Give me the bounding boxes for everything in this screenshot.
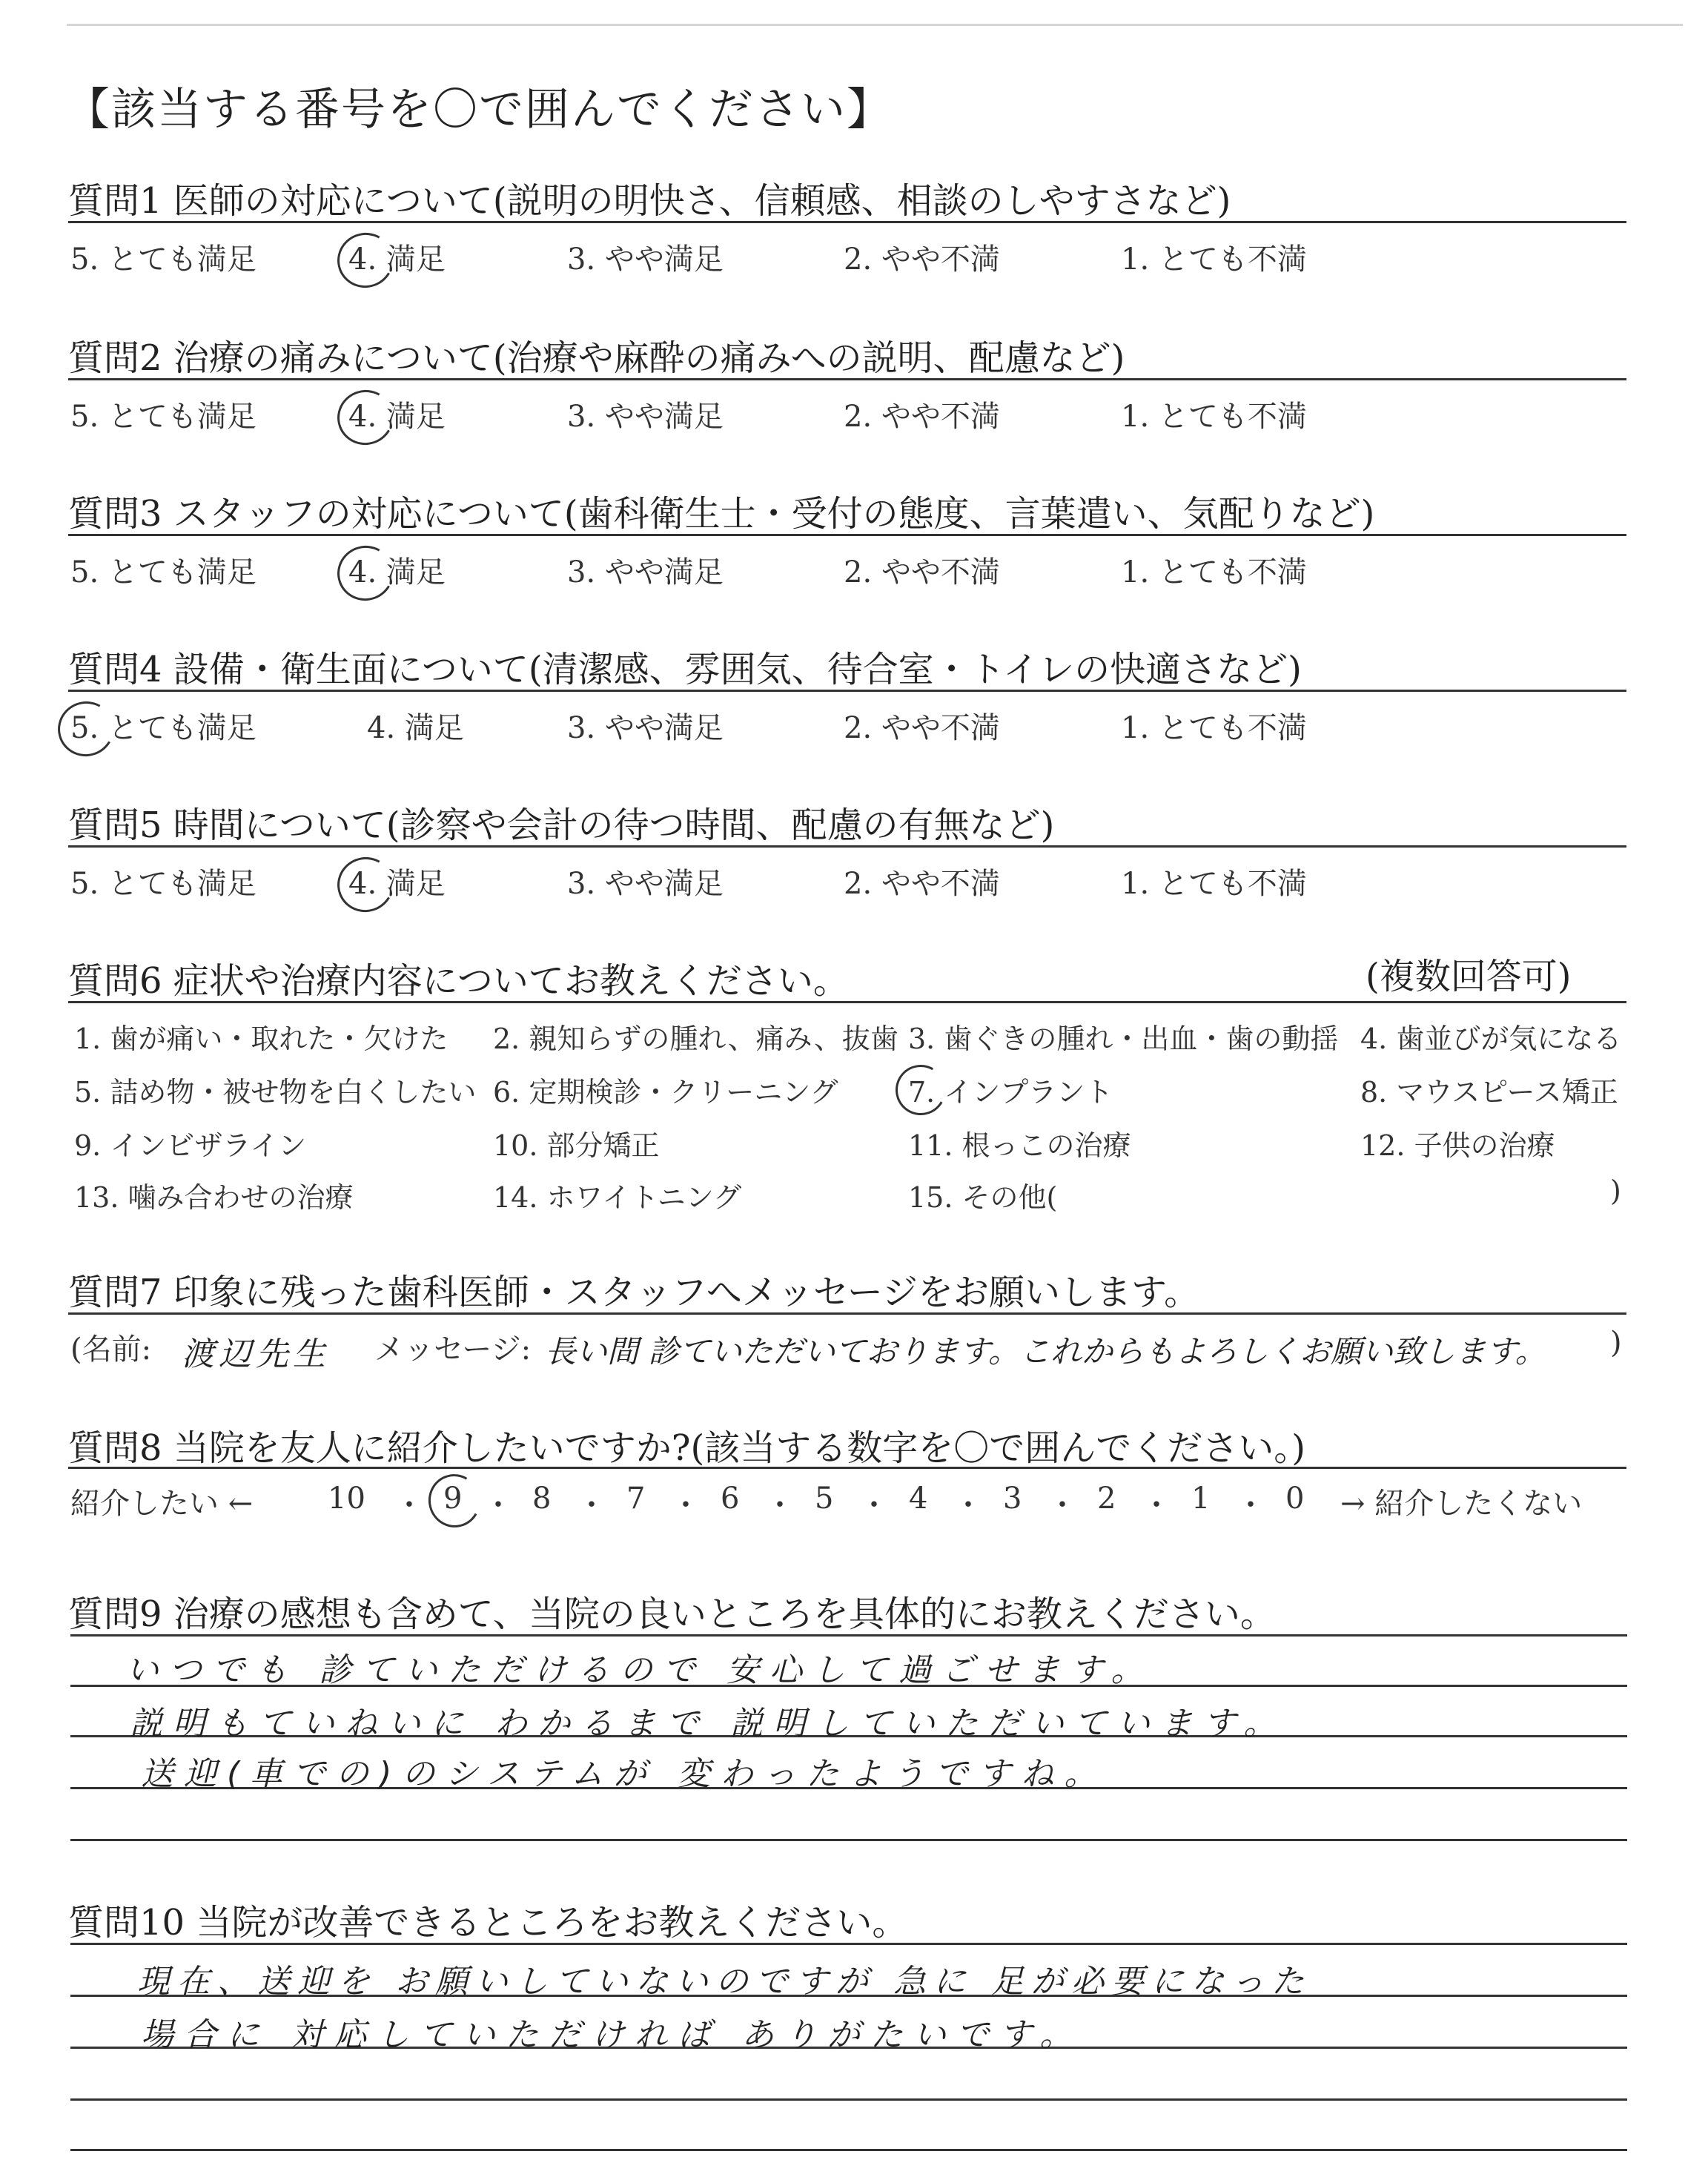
q7-rule xyxy=(68,1312,1626,1315)
q7-name-value[interactable]: 渡辺先生 xyxy=(182,1335,330,1373)
q10-line-5 xyxy=(70,2149,1627,2151)
q8-label: 質問8 当院を友人に紹介したいですか?(該当する数字を〇で囲んでください。) xyxy=(68,1427,1305,1469)
q8-scale-dot: ・ xyxy=(765,1488,795,1522)
q6-item-15[interactable]: 15. その他( xyxy=(908,1181,1058,1214)
q1-option-5[interactable]: 5. とても満足 xyxy=(70,242,256,277)
q8-scale-dot: ・ xyxy=(1047,1488,1077,1522)
q8-scale-dot: ・ xyxy=(859,1488,889,1522)
q2-option-2[interactable]: 2. やや不満 xyxy=(844,400,1000,434)
q8-scale-9[interactable]: 9 xyxy=(443,1482,463,1516)
q10-answer-line[interactable]: 現在、送迎を お願いしていないのですが 急に 足が必要になった xyxy=(137,1963,1311,2001)
q6-item-6[interactable]: 6. 定期検診・クリーニング xyxy=(493,1076,838,1109)
q2-option-4[interactable]: 4. 満足 xyxy=(348,400,446,434)
q6-item-5[interactable]: 5. 詰め物・被せ物を白くしたい xyxy=(74,1076,477,1109)
q4-label: 質問4 設備・衛生面について(清潔感、雰囲気、待合室・トイレの快適さなど) xyxy=(68,649,1302,690)
q6-item-8[interactable]: 8. マウスピース矯正 xyxy=(1360,1076,1618,1109)
q8-scale-dot: ・ xyxy=(394,1488,424,1522)
q1-label: 質問1 医師の対応について(説明の明快さ、信頼感、相談のしやすさなど) xyxy=(68,180,1231,222)
q4-option-3[interactable]: 3. やや満足 xyxy=(567,711,724,745)
q8-left-label: 紹介したい ← xyxy=(70,1487,254,1521)
q6-item-1[interactable]: 1. 歯が痛い・取れた・欠けた xyxy=(74,1023,448,1055)
q6-item-13[interactable]: 13. 噛み合わせの治療 xyxy=(74,1181,354,1214)
q2-label: 質問2 治療の痛みについて(治療や麻酔の痛みへの説明、配慮など) xyxy=(68,337,1125,379)
q4-rule xyxy=(68,690,1626,692)
q5-option-5[interactable]: 5. とても満足 xyxy=(70,867,256,901)
q1-option-4[interactable]: 4. 満足 xyxy=(348,242,446,277)
q9-line-1 xyxy=(70,1634,1627,1636)
q5-label: 質問5 時間について(診察や会計の待つ時間、配慮の有無など) xyxy=(68,805,1055,846)
q6-item-7[interactable]: 7. インプラント xyxy=(908,1076,1113,1109)
q3-label: 質問3 スタッフの対応について(歯科衛生士・受付の態度、言葉遣い、気配りなど) xyxy=(68,493,1375,535)
q3-option-3[interactable]: 3. やや満足 xyxy=(567,555,724,589)
q8-scale-3[interactable]: 3 xyxy=(1003,1482,1022,1516)
q8-scale-10[interactable]: 10 xyxy=(328,1482,365,1516)
q8-scale-2[interactable]: 2 xyxy=(1097,1482,1116,1516)
q6-item-2[interactable]: 2. 親知らずの腫れ、痛み、抜歯 xyxy=(493,1023,898,1055)
q7-name-label: (名前: xyxy=(70,1332,152,1367)
q10-line-4 xyxy=(70,2098,1627,2101)
q9-answer-line[interactable]: いつでも 診ていただけるので 安心して過ごせます。 xyxy=(126,1651,1154,1689)
q10-answer-line[interactable]: 場合に 対応していただければ ありがたいです。 xyxy=(141,2016,1083,2054)
q6-item-10[interactable]: 10. 部分矯正 xyxy=(493,1129,660,1162)
q3-rule xyxy=(68,534,1626,536)
q3-option-5[interactable]: 5. とても満足 xyxy=(70,555,256,589)
q8-scale-dot: ・ xyxy=(953,1488,983,1522)
q5-option-2[interactable]: 2. やや不満 xyxy=(844,867,1000,901)
q8-scale-7[interactable]: 7 xyxy=(626,1482,646,1516)
q1-option-3[interactable]: 3. やや満足 xyxy=(567,242,724,277)
q4-option-5[interactable]: 5. とても満足 xyxy=(70,711,256,745)
q2-option-1[interactable]: 1. とても不満 xyxy=(1121,400,1307,434)
q8-rule xyxy=(68,1467,1626,1469)
q8-scale-dot: ・ xyxy=(1236,1488,1265,1522)
q5-option-3[interactable]: 3. やや満足 xyxy=(567,867,724,901)
q4-option-4[interactable]: 4. 満足 xyxy=(367,711,464,745)
q6-item-12[interactable]: 12. 子供の治療 xyxy=(1360,1129,1555,1162)
top-border xyxy=(67,24,1683,26)
q1-rule xyxy=(68,221,1626,223)
q6-item-15-close: ) xyxy=(1610,1175,1621,1207)
q1-option-2[interactable]: 2. やや不満 xyxy=(844,242,1000,277)
q8-scale-5[interactable]: 5 xyxy=(815,1482,834,1516)
page-title: 【該当する番号を〇で囲んでください】 xyxy=(65,84,893,136)
q3-option-1[interactable]: 1. とても不満 xyxy=(1121,555,1307,589)
q8-scale-4[interactable]: 4 xyxy=(909,1482,928,1516)
q5-option-1[interactable]: 1. とても不満 xyxy=(1121,867,1307,901)
q6-rule xyxy=(68,1001,1626,1003)
q8-scale-dot: ・ xyxy=(671,1488,701,1522)
q4-option-1[interactable]: 1. とても不満 xyxy=(1121,711,1307,745)
q6-selected-circle xyxy=(890,1059,951,1120)
q7-message-value[interactable]: 長い間 診ていただいております。これからもよろしくお願い致します。 xyxy=(545,1333,1546,1370)
q9-line-5 xyxy=(70,1839,1627,1841)
q3-option-4[interactable]: 4. 満足 xyxy=(348,555,446,589)
q7-label: 質問7 印象に残った歯科医師・スタッフへメッセージをお願いします。 xyxy=(68,1272,1200,1313)
q3-option-2[interactable]: 2. やや不満 xyxy=(844,555,1000,589)
q8-scale-6[interactable]: 6 xyxy=(721,1482,740,1516)
q6-label: 質問6 症状や治療内容についてお教えください。 xyxy=(68,960,849,1002)
q6-item-9[interactable]: 9. インビザライン xyxy=(74,1129,307,1162)
q6-item-14[interactable]: 14. ホワイトニング xyxy=(493,1181,742,1214)
q6-note: (複数回答可) xyxy=(1366,956,1572,997)
q8-scale-dot: ・ xyxy=(483,1488,513,1522)
q6-item-3[interactable]: 3. 歯ぐきの腫れ・出血・歯の動揺 xyxy=(908,1023,1339,1055)
q9-answer-line[interactable]: 送迎(車での)のシステムが 変わったようですね。 xyxy=(141,1755,1108,1793)
q7-message-label: メッセージ: xyxy=(374,1332,532,1367)
q8-scale-dot: ・ xyxy=(577,1488,606,1522)
q2-option-3[interactable]: 3. やや満足 xyxy=(567,400,724,434)
q2-rule xyxy=(68,378,1626,380)
q6-item-4[interactable]: 4. 歯並びが気になる xyxy=(1360,1023,1622,1055)
q10-line-1 xyxy=(70,1943,1627,1945)
q8-right-label: → 紹介したくない xyxy=(1340,1487,1583,1521)
q10-label: 質問10 当院が改善できるところをお教えください。 xyxy=(68,1902,908,1943)
q8-scale-1[interactable]: 1 xyxy=(1191,1482,1211,1516)
q9-label: 質問9 治療の感想も含めて、当院の良いところを具体的にお教えください。 xyxy=(68,1593,1276,1635)
q5-option-4[interactable]: 4. 満足 xyxy=(348,867,446,901)
q2-option-5[interactable]: 5. とても満足 xyxy=(70,400,256,434)
q8-selected-circle xyxy=(423,1468,486,1533)
q8-scale-8[interactable]: 8 xyxy=(532,1482,552,1516)
q5-rule xyxy=(68,845,1626,848)
q8-scale-dot: ・ xyxy=(1142,1488,1171,1522)
q7-close: ) xyxy=(1610,1326,1622,1360)
q1-option-1[interactable]: 1. とても不満 xyxy=(1121,242,1307,277)
q4-option-2[interactable]: 2. やや不満 xyxy=(844,711,1000,745)
q6-item-11[interactable]: 11. 根っこの治療 xyxy=(908,1129,1131,1162)
q8-scale-0[interactable]: 0 xyxy=(1285,1482,1305,1516)
q9-answer-line[interactable]: 説明もていねいに わかるまで 説明していただいています。 xyxy=(130,1705,1287,1743)
